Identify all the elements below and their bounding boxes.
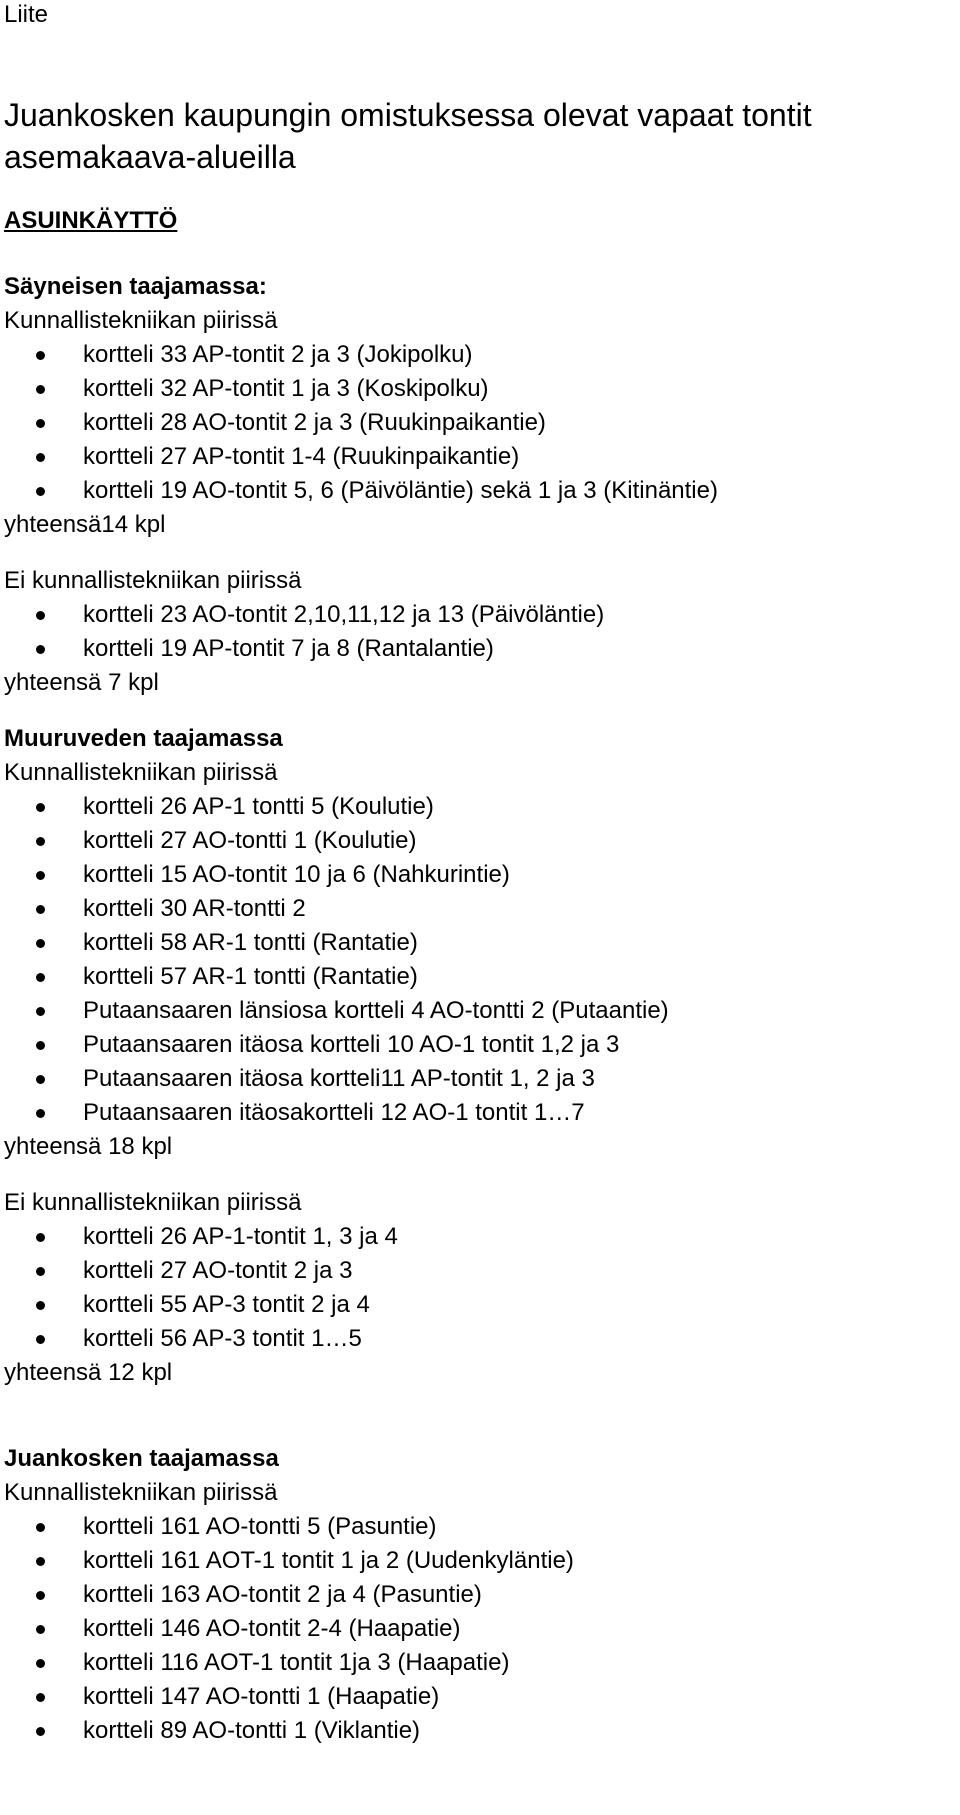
subsection-label: Kunnallistekniikan piirissä bbox=[4, 1479, 278, 1506]
list-item bbox=[4, 1062, 954, 1096]
list-item bbox=[4, 1288, 954, 1322]
bullet-list bbox=[4, 1510, 954, 1748]
list-item-text: Putaansaaren itäosa kortteli11 AP-tontit 1, 2 ja 3 bbox=[83, 1065, 595, 1092]
list-item-text: Putaansaaren itäosa kortteli 10 AO-1 tontit 1,2 ja 3 bbox=[83, 1031, 620, 1058]
main-heading: ASUINKÄYTTÖ bbox=[4, 207, 178, 234]
list-item bbox=[4, 440, 954, 474]
bullet-list bbox=[4, 598, 954, 666]
list-item bbox=[4, 824, 954, 858]
subsection-label: Kunnallistekniikan piirissä bbox=[4, 759, 278, 786]
bullet-icon bbox=[36, 905, 45, 914]
bullet-icon bbox=[36, 1591, 45, 1600]
list-item bbox=[4, 790, 954, 824]
list-item bbox=[4, 1646, 954, 1680]
list-item bbox=[4, 1680, 954, 1714]
section-heading: Juankosken taajamassa bbox=[4, 1445, 279, 1472]
list-item bbox=[4, 1544, 954, 1578]
subsection-label: Ei kunnallistekniikan piirissä bbox=[4, 1189, 302, 1216]
bullet-icon bbox=[36, 1625, 45, 1634]
list-item bbox=[4, 858, 954, 892]
list-item bbox=[4, 994, 954, 1028]
list-item-text: kortteli 15 AO-tontit 10 ja 6 (Nahkurintie) bbox=[83, 861, 510, 888]
bullet-icon bbox=[36, 1233, 45, 1242]
total-count: yhteensä 18 kpl bbox=[4, 1133, 173, 1160]
total-count: yhteensä 7 kpl bbox=[4, 669, 159, 696]
list-item-text: kortteli 116 AOT-1 tontit 1ja 3 (Haapatie) bbox=[83, 1649, 510, 1676]
document-title bbox=[4, 94, 954, 178]
bullet-icon bbox=[36, 939, 45, 948]
bullet-icon bbox=[36, 1109, 45, 1118]
bullet-icon bbox=[36, 1727, 45, 1736]
bullet-icon bbox=[36, 611, 45, 620]
bullet-icon bbox=[36, 487, 45, 496]
bullet-icon bbox=[36, 453, 45, 462]
bullet-icon bbox=[36, 1335, 45, 1344]
list-item-text: kortteli 146 AO-tontit 2-4 (Haapatie) bbox=[83, 1615, 461, 1642]
bullet-icon bbox=[36, 803, 45, 812]
bullet-icon bbox=[36, 1075, 45, 1084]
list-item-text: Putaansaaren itäosakortteli 12 AO-1 tontit 1…7 bbox=[83, 1099, 585, 1126]
list-item-text: kortteli 33 AP-tontit 2 ja 3 (Jokipolku) bbox=[83, 341, 473, 368]
subsection-label: Kunnallistekniikan piirissä bbox=[4, 307, 278, 334]
subsection-label: Ei kunnallistekniikan piirissä bbox=[4, 567, 302, 594]
list-item bbox=[4, 926, 954, 960]
list-item bbox=[4, 406, 954, 440]
bullet-icon bbox=[36, 1041, 45, 1050]
list-item bbox=[4, 1096, 954, 1130]
list-item-text: kortteli 26 AP-1-tontit 1, 3 ja 4 bbox=[83, 1223, 398, 1250]
list-item bbox=[4, 1220, 954, 1254]
bullet-list bbox=[4, 338, 954, 508]
attachment-label: Liite bbox=[4, 1, 49, 28]
document-page bbox=[4, 0, 954, 1748]
list-item bbox=[4, 338, 954, 372]
list-item-text: kortteli 26 AP-1 tontti 5 (Koulutie) bbox=[83, 793, 434, 820]
list-item-text: kortteli 161 AO-tontti 5 (Pasuntie) bbox=[83, 1513, 437, 1540]
list-item-text: kortteli 27 AO-tontit 2 ja 3 bbox=[83, 1257, 353, 1284]
bullet-list bbox=[4, 790, 954, 1130]
section-sayneinen bbox=[4, 270, 954, 700]
section-juankoski bbox=[4, 1442, 954, 1748]
list-item-text: kortteli 55 AP-3 tontit 2 ja 4 bbox=[83, 1291, 370, 1318]
bullet-icon bbox=[36, 1523, 45, 1532]
list-item-text: kortteli 89 AO-tontti 1 (Viklantie) bbox=[83, 1717, 421, 1744]
list-item-text: kortteli 23 AO-tontit 2,10,11,12 ja 13 (Päivöläntie) bbox=[83, 601, 605, 628]
list-item bbox=[4, 960, 954, 994]
section-heading: Säyneisen taajamassa: bbox=[4, 273, 267, 300]
bullet-list bbox=[4, 1220, 954, 1356]
bullet-icon bbox=[36, 837, 45, 846]
list-item bbox=[4, 1322, 954, 1356]
section-heading: Muuruveden taajamassa bbox=[4, 725, 283, 752]
total-count: yhteensä14 kpl bbox=[4, 511, 166, 538]
bullet-icon bbox=[36, 645, 45, 654]
list-item bbox=[4, 1714, 954, 1748]
title-line-1: Juankosken kaupungin omistuksessa olevat vapaat tontit bbox=[4, 97, 812, 133]
title-line-2: asemakaava-alueilla bbox=[4, 139, 296, 175]
list-item-text: kortteli 27 AP-tontit 1-4 (Ruukinpaikantie) bbox=[83, 443, 520, 470]
bullet-icon bbox=[36, 1267, 45, 1276]
list-item-text: Putaansaaren länsiosa kortteli 4 AO-tontti 2 (Putaantie) bbox=[83, 997, 669, 1024]
list-item bbox=[4, 1612, 954, 1646]
list-item bbox=[4, 474, 954, 508]
list-item-text: kortteli 32 AP-tontit 1 ja 3 (Koskipolku) bbox=[83, 375, 489, 402]
bullet-icon bbox=[36, 1659, 45, 1668]
list-item-text: kortteli 147 AO-tontti 1 (Haapatie) bbox=[83, 1683, 440, 1710]
section-muuruvesi bbox=[4, 722, 954, 1390]
list-item-text: kortteli 19 AP-tontit 7 ja 8 (Rantalantie) bbox=[83, 635, 494, 662]
list-item-text: kortteli 19 AO-tontit 5, 6 (Päivöläntie) sekä 1 ja 3 (Kitinäntie) bbox=[83, 477, 718, 504]
list-item-text: kortteli 28 AO-tontit 2 ja 3 (Ruukinpaikantie) bbox=[83, 409, 546, 436]
list-item-text: kortteli 57 AR-1 tontti (Rantatie) bbox=[83, 963, 418, 990]
bullet-icon bbox=[36, 1557, 45, 1566]
list-item-text: kortteli 163 AO-tontit 2 ja 4 (Pasuntie) bbox=[83, 1581, 482, 1608]
list-item bbox=[4, 1254, 954, 1288]
list-item bbox=[4, 598, 954, 632]
list-item-text: kortteli 56 AP-3 tontit 1…5 bbox=[83, 1325, 362, 1352]
bullet-icon bbox=[36, 973, 45, 982]
list-item bbox=[4, 1028, 954, 1062]
list-item-text: kortteli 27 AO-tontti 1 (Koulutie) bbox=[83, 827, 417, 854]
bullet-icon bbox=[36, 871, 45, 880]
bullet-icon bbox=[36, 385, 45, 394]
list-item bbox=[4, 892, 954, 926]
bullet-icon bbox=[36, 1007, 45, 1016]
total-count: yhteensä 12 kpl bbox=[4, 1359, 173, 1386]
list-item bbox=[4, 372, 954, 406]
bullet-icon bbox=[36, 351, 45, 360]
list-item-text: kortteli 161 AOT-1 tontit 1 ja 2 (Uudenkyläntie) bbox=[83, 1547, 574, 1574]
list-item bbox=[4, 1510, 954, 1544]
bullet-icon bbox=[36, 1301, 45, 1310]
list-item-text: kortteli 58 AR-1 tontti (Rantatie) bbox=[83, 929, 418, 956]
bullet-icon bbox=[36, 419, 45, 428]
list-item bbox=[4, 1578, 954, 1612]
list-item bbox=[4, 632, 954, 666]
bullet-icon bbox=[36, 1693, 45, 1702]
list-item-text: kortteli 30 AR-tontti 2 bbox=[83, 895, 306, 922]
